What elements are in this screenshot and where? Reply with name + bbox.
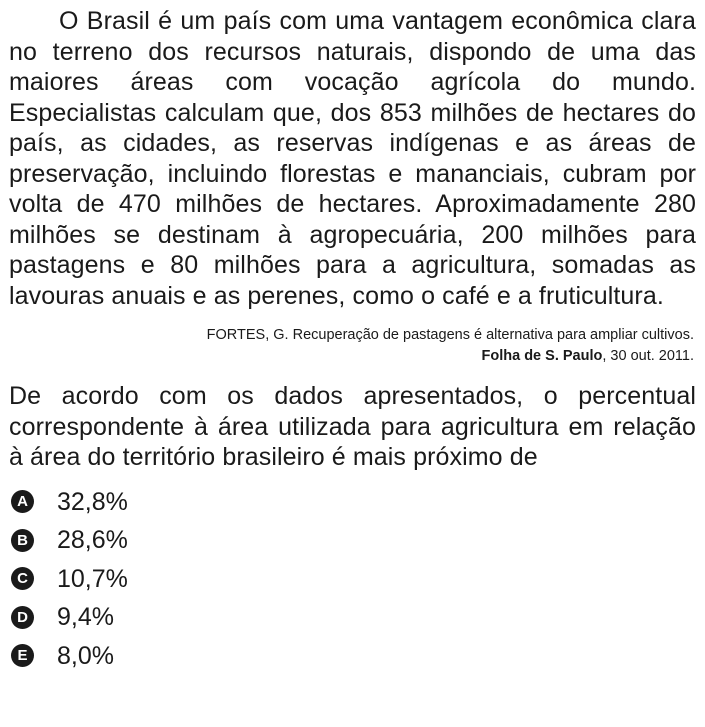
- source-line-2: [9, 346, 694, 367]
- option-b[interactable]: [9, 521, 696, 560]
- option-a-text: 32,8%: [57, 487, 128, 516]
- option-e-letter-icon: E: [11, 644, 34, 667]
- source-citation: [9, 325, 696, 367]
- option-d-text: 9,4%: [57, 603, 114, 632]
- option-d-letter-icon: D: [11, 606, 34, 629]
- option-e[interactable]: [9, 637, 696, 676]
- option-d[interactable]: [9, 598, 696, 637]
- option-a[interactable]: [9, 483, 696, 522]
- option-b-text: 28,6%: [57, 526, 128, 555]
- option-c-letter-icon: C: [11, 567, 34, 590]
- option-c[interactable]: [9, 560, 696, 599]
- option-c-text: 10,7%: [57, 564, 128, 593]
- passage-text: O Brasil é um país com uma vantagem econômica clara no terreno dos recursos naturais, dispondo de uma das maiores áreas com vocação agrícola do mundo. Especialistas calculam que, dos 853 milhões de hectares do país, as cidades, as reservas indígenas e as áreas de preservação, incluindo florestas e mananciais, cubram por volta de 470 milhões de hectares. Aproximadamente 280 milhões se destinam à agropecuária, 200 milhões para pastagens e 80 milhões para a agricultura, somadas as lavouras anuais e as perenes, como o café e a fruticultura.: [9, 7, 696, 310]
- source-publication: Folha de S. Paulo: [481, 348, 603, 364]
- source-date: , 30 out. 2011.: [602, 348, 694, 364]
- option-a-letter-icon: A: [11, 490, 34, 513]
- option-b-letter-icon: B: [11, 529, 34, 552]
- source-line-1: FORTES, G. Recuperação de pastagens é alternativa para ampliar cultivos.: [206, 327, 694, 343]
- option-e-text: 8,0%: [57, 641, 114, 670]
- answer-options: [9, 483, 696, 676]
- question-stem: De acordo com os dados apresentados, o percentual correspondente à área utilizada para agricultura em relação à área do território brasileiro é mais próximo de: [9, 382, 696, 471]
